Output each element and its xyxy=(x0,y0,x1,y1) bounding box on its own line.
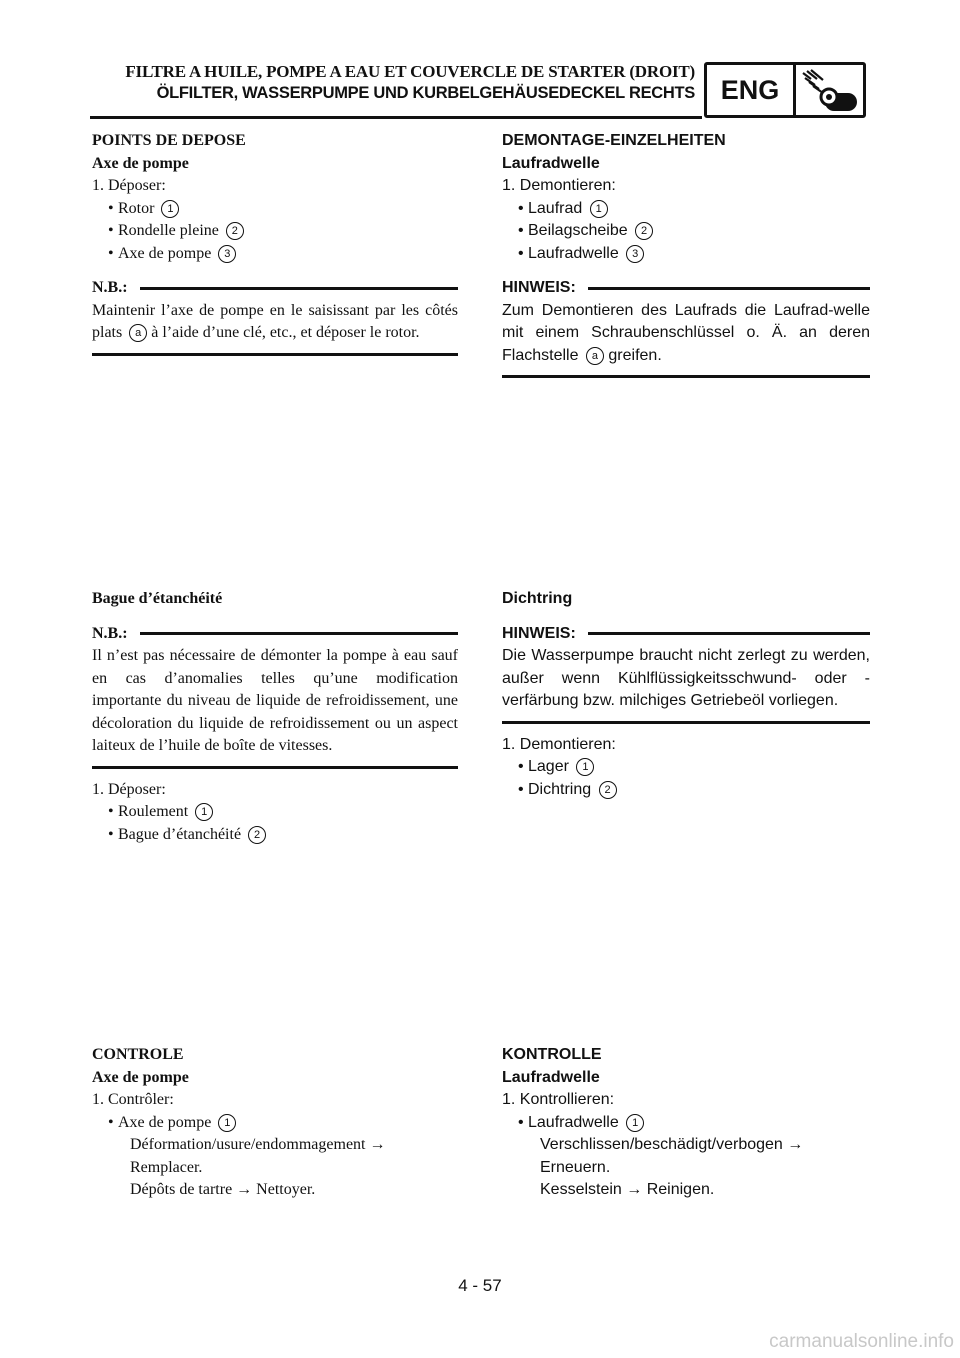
fr-subtitle: Bague d’étanchéité xyxy=(92,590,223,607)
callout-marker: 2 xyxy=(226,222,244,240)
de-note-end-rule xyxy=(502,721,870,724)
fr-section-title: CONTROLE xyxy=(92,1046,184,1063)
fr-check-line: Dépôts de tartre → Nettoyer. xyxy=(130,1181,316,1198)
fr-note-body: Il n’est pas nécessaire de démonter la pompe à eau sauf en cas d’anomalies telles qu’une modification importante du niveau de liquide de refroidissement, une décoloration du liquide de refroidissement ou un aspect laiteux de l’huile de boîte de vitesses. xyxy=(92,647,458,754)
de-item: • Dichtring 2 xyxy=(502,779,870,802)
fr-note-end-rule xyxy=(92,766,458,769)
callout-marker: 3 xyxy=(626,245,644,263)
callout-marker: 1 xyxy=(590,200,608,218)
de-removal-section xyxy=(502,130,870,388)
fr-item: • Axe de pompe 1 xyxy=(92,1112,458,1135)
fr-subtitle: Axe de pompe xyxy=(92,154,189,172)
de-note-end-rule xyxy=(502,375,870,378)
de-note-body: Zum Demontieren des Laufrads die Laufrad-welle mit einem Schraubenschlüssel o. Ä. an deren Flachstelle a greifen. xyxy=(502,301,870,364)
callout-marker-a: a xyxy=(586,347,604,365)
callout-marker: 1 xyxy=(195,803,213,821)
header-title-de: ÖLFILTER, WASSERPUMPE UND KURBELGEHÄUSEDECKEL RECHTS xyxy=(156,84,695,102)
de-section-title: DEMONTAGE-EINZELHEITEN xyxy=(502,132,726,149)
fr-check-line: Remplacer. xyxy=(130,1158,203,1176)
de-check-line: Erneuern. xyxy=(540,1158,611,1176)
page-number: 4 - 57 xyxy=(458,1276,502,1295)
callout-marker-a: a xyxy=(129,324,147,342)
de-note-body: Die Wasserpumpe braucht nicht zerlegt zu werden, außer wenn Kühlflüssigkeitsschwund- oder -verfärbung bzw. milchiges Getriebeöl vorliegen. xyxy=(502,647,870,709)
fr-item: • Rondelle pleine 2 xyxy=(92,220,458,243)
fr-check-line: Déformation/usure/endommagement → xyxy=(130,1136,386,1153)
callout-marker: 1 xyxy=(161,200,179,218)
de-subtitle: Laufradwelle xyxy=(502,154,600,172)
header-title-fr: FILTRE A HUILE, POMPE A EAU ET COUVERCLE DE STARTER (DROIT) xyxy=(125,62,695,81)
fr-note-end-rule xyxy=(92,353,458,356)
de-check-line: Verschlissen/beschädigt/verbogen → xyxy=(540,1136,804,1153)
fr-note-header: N.B.: xyxy=(92,623,458,646)
eng-badge xyxy=(704,62,866,118)
engine-tool-icon xyxy=(799,69,861,120)
de-subtitle: Laufradwelle xyxy=(502,1068,600,1086)
de-item: • Laufrad 1 xyxy=(502,198,870,221)
de-item: • Laufradwelle 3 xyxy=(502,243,870,266)
callout-marker: 1 xyxy=(218,1114,236,1132)
eng-label: ENG xyxy=(707,65,796,115)
de-seal-section xyxy=(502,588,870,801)
fr-seal-section xyxy=(92,588,458,846)
de-subtitle: Dichtring xyxy=(502,590,573,607)
callout-marker: 2 xyxy=(599,781,617,799)
de-item: • Lager 1 xyxy=(502,756,870,779)
callout-marker: 2 xyxy=(248,826,266,844)
fr-subtitle: Axe de pompe xyxy=(92,1068,189,1086)
callout-marker: 3 xyxy=(218,245,236,263)
fr-note-header: N.B.: xyxy=(92,277,458,300)
watermark: carmanualsonline.info xyxy=(769,1331,954,1352)
de-section-title: KONTROLLE xyxy=(502,1046,602,1063)
fr-step: 1. Déposer: xyxy=(92,780,166,798)
fr-item: • Axe de pompe 3 xyxy=(92,243,458,266)
de-item: • Laufradwelle 1 xyxy=(502,1112,870,1135)
callout-marker: 1 xyxy=(576,758,594,776)
header-rule xyxy=(90,116,702,119)
fr-removal-section xyxy=(92,130,458,366)
de-inspection-section xyxy=(502,1044,870,1202)
callout-marker: 1 xyxy=(626,1114,644,1132)
de-step: 1. Demontieren: xyxy=(502,735,616,753)
de-check-line: Kesselstein → Reinigen. xyxy=(540,1181,715,1198)
de-step: 1. Demontieren: xyxy=(502,177,616,194)
fr-inspection-section xyxy=(92,1044,458,1202)
fr-item: • Bague d’étanchéité 2 xyxy=(92,824,458,847)
de-step: 1. Kontrollieren: xyxy=(502,1091,615,1108)
fr-step: 1. Déposer: xyxy=(92,177,166,194)
fr-note-body: Maintenir l’axe de pompe en le saisissant par les côtés plats a à l’aide d’une clé, etc., et déposer le rotor. xyxy=(92,301,458,341)
callout-marker: 2 xyxy=(635,222,653,240)
fr-item: • Roulement 1 xyxy=(92,801,458,824)
de-item: • Beilagscheibe 2 xyxy=(502,220,870,243)
de-note-header: HINWEIS: xyxy=(502,623,870,646)
de-note-header: HINWEIS: xyxy=(502,277,870,300)
fr-section-title: POINTS DE DEPOSE xyxy=(92,132,246,149)
fr-item: • Rotor 1 xyxy=(92,198,458,221)
fr-step: 1. Contrôler: xyxy=(92,1091,174,1108)
